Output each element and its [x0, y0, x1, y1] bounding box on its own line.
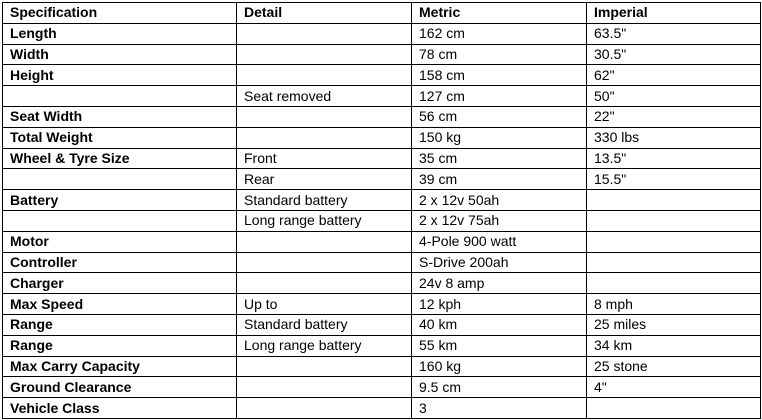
metric-cell: 39 cm [412, 169, 587, 190]
spec-name-cell: Range [3, 335, 237, 356]
spec-name-cell [3, 210, 237, 231]
metric-cell: 24v 8 amp [412, 273, 587, 294]
metric-cell: 12 kph [412, 294, 587, 315]
detail-cell [237, 356, 412, 377]
table-row [3, 314, 761, 335]
metric-cell: 40 km [412, 314, 587, 335]
imperial-cell: 22" [587, 106, 761, 127]
metric-cell: 2 x 12v 75ah [412, 210, 587, 231]
metric-cell: 127 cm [412, 86, 587, 107]
imperial-cell: 30.5" [587, 44, 761, 65]
table-row [3, 356, 761, 377]
detail-cell: Standard battery [237, 190, 412, 211]
table-header-row [3, 3, 761, 24]
table-row [3, 377, 761, 398]
table-row [3, 44, 761, 65]
spec-name-cell: Controller [3, 252, 237, 273]
metric-cell: 2 x 12v 50ah [412, 190, 587, 211]
spec-name-cell: Range [3, 314, 237, 335]
detail-cell [237, 252, 412, 273]
spec-name-cell: Wheel & Tyre Size [3, 148, 237, 169]
spec-name-cell: Length [3, 23, 237, 44]
spec-name-cell: Motor [3, 231, 237, 252]
spec-name-cell [3, 86, 237, 107]
table-row [3, 252, 761, 273]
metric-cell: 158 cm [412, 65, 587, 86]
imperial-cell: 8 mph [587, 294, 761, 315]
detail-cell [237, 377, 412, 398]
spec-name-cell: Vehicle Class [3, 398, 237, 419]
spec-name-cell: Total Weight [3, 127, 237, 148]
specification-table [2, 2, 761, 419]
metric-cell: 9.5 cm [412, 377, 587, 398]
metric-cell: 162 cm [412, 23, 587, 44]
detail-cell [237, 127, 412, 148]
metric-cell: 150 kg [412, 127, 587, 148]
imperial-cell: 4" [587, 377, 761, 398]
table-row [3, 169, 761, 190]
detail-cell [237, 106, 412, 127]
table-row [3, 127, 761, 148]
table-row [3, 23, 761, 44]
imperial-cell: 25 stone [587, 356, 761, 377]
imperial-cell: 15.5" [587, 169, 761, 190]
metric-cell: 4-Pole 900 watt [412, 231, 587, 252]
detail-cell [237, 231, 412, 252]
spec-name-cell: Width [3, 44, 237, 65]
detail-cell [237, 65, 412, 86]
imperial-cell [587, 190, 761, 211]
table-row [3, 231, 761, 252]
table-row [3, 65, 761, 86]
spec-name-cell: Max Carry Capacity [3, 356, 237, 377]
table-row [3, 190, 761, 211]
spec-name-cell: Ground Clearance [3, 377, 237, 398]
spec-name-cell: Max Speed [3, 294, 237, 315]
detail-cell: Long range battery [237, 210, 412, 231]
detail-cell: Rear [237, 169, 412, 190]
metric-cell: 3 [412, 398, 587, 419]
metric-cell: 56 cm [412, 106, 587, 127]
spec-name-cell: Seat Width [3, 106, 237, 127]
imperial-cell: 25 miles [587, 314, 761, 335]
detail-cell: Seat removed [237, 86, 412, 107]
spec-name-cell: Height [3, 65, 237, 86]
imperial-cell: 50" [587, 86, 761, 107]
table-row [3, 148, 761, 169]
imperial-cell: 330 lbs [587, 127, 761, 148]
detail-cell [237, 398, 412, 419]
detail-cell [237, 23, 412, 44]
table-row [3, 398, 761, 419]
imperial-cell [587, 210, 761, 231]
table-row [3, 106, 761, 127]
header-detail: Detail [237, 3, 412, 24]
spec-name-cell: Charger [3, 273, 237, 294]
table-row [3, 294, 761, 315]
imperial-cell [587, 273, 761, 294]
table-row [3, 273, 761, 294]
table-row [3, 86, 761, 107]
spec-name-cell [3, 169, 237, 190]
table-row [3, 335, 761, 356]
imperial-cell: 34 km [587, 335, 761, 356]
detail-cell: Standard battery [237, 314, 412, 335]
metric-cell: 35 cm [412, 148, 587, 169]
metric-cell: 55 km [412, 335, 587, 356]
table-row [3, 210, 761, 231]
detail-cell [237, 273, 412, 294]
detail-cell: Front [237, 148, 412, 169]
spec-name-cell: Battery [3, 190, 237, 211]
imperial-cell: 63.5" [587, 23, 761, 44]
imperial-cell [587, 398, 761, 419]
detail-cell: Long range battery [237, 335, 412, 356]
imperial-cell [587, 252, 761, 273]
detail-cell [237, 44, 412, 65]
header-specification: Specification [3, 3, 237, 24]
imperial-cell: 62" [587, 65, 761, 86]
header-imperial: Imperial [587, 3, 761, 24]
header-metric: Metric [412, 3, 587, 24]
metric-cell: 78 cm [412, 44, 587, 65]
detail-cell: Up to [237, 294, 412, 315]
metric-cell: 160 kg [412, 356, 587, 377]
metric-cell: S-Drive 200ah [412, 252, 587, 273]
imperial-cell [587, 231, 761, 252]
imperial-cell: 13.5" [587, 148, 761, 169]
